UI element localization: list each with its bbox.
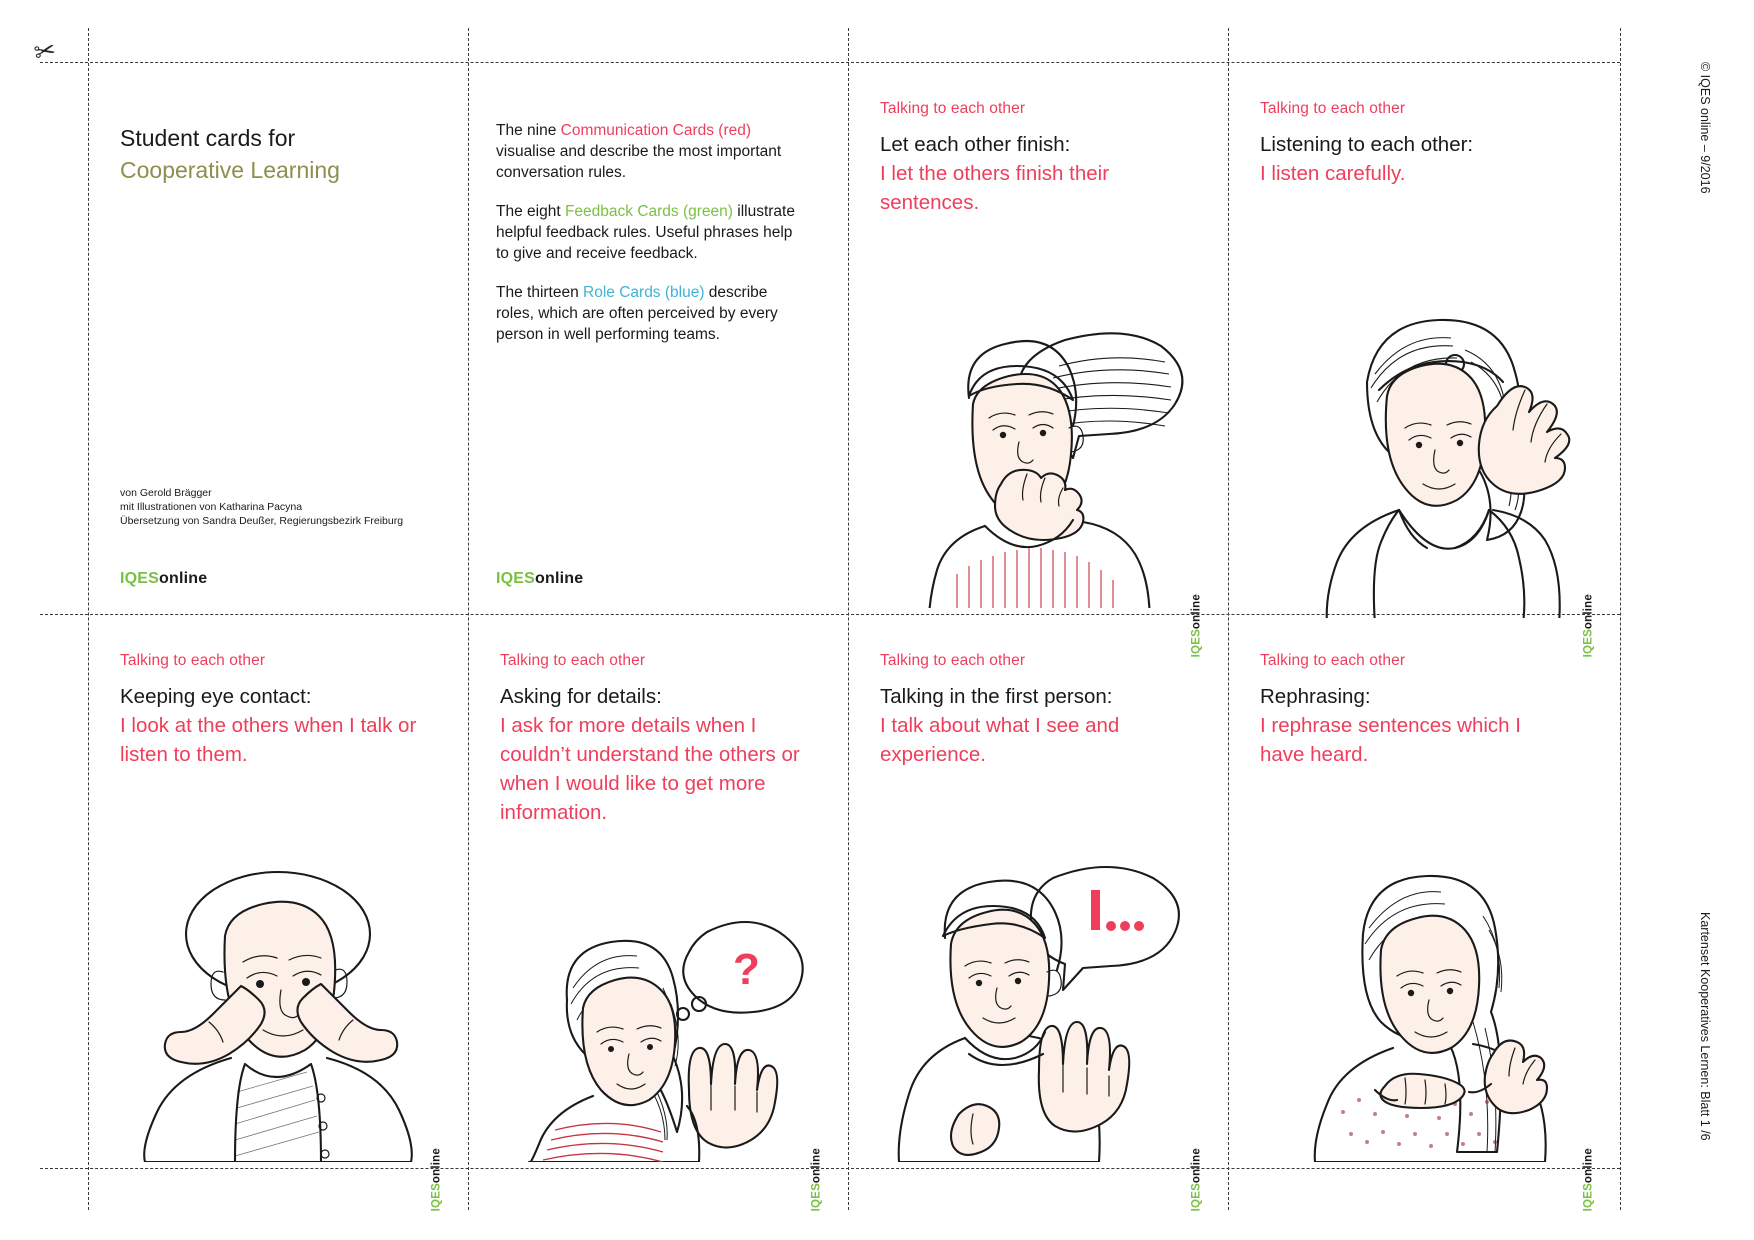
card-let-each-other-finish	[848, 62, 1228, 658]
desc-2-pre: The thirteen	[496, 284, 584, 301]
iqes-online-logo	[1190, 1148, 1202, 1211]
desc-0-highlight: Communication Cards (red)	[560, 122, 752, 139]
cut-line-vertical-5	[1620, 28, 1621, 1210]
iqes-online-logo	[810, 1148, 822, 1211]
logo-online-text: online	[159, 570, 208, 587]
card-title	[880, 130, 1180, 217]
card-talking-in-the-first-person	[848, 614, 1228, 1212]
iqes-online-logo	[120, 570, 207, 588]
logo-iqes-text: IQES	[810, 1183, 822, 1212]
illustration-boy-speech-bubble-i	[848, 832, 1228, 1162]
logo-online-text: online	[1582, 594, 1594, 630]
iqes-online-logo	[430, 1148, 442, 1211]
card-category-label: Talking to each other	[120, 652, 266, 669]
logo-iqes-text: IQES	[496, 570, 536, 587]
card-listening-to-each-other	[1228, 62, 1620, 658]
logo-iqes-text: IQES	[1190, 629, 1202, 658]
card-category-label: Talking to each other	[1260, 652, 1406, 669]
card-title-heading: Rephrasing:	[1260, 685, 1371, 708]
card-body-text: I ask for more details when I couldn’t understand the others or when I would like to get more information.	[500, 714, 800, 824]
cut-line-horizontal-bottom	[40, 1168, 1620, 1169]
credit-author: von Gerold Brägger	[120, 487, 212, 499]
card-description	[468, 62, 848, 614]
logo-online-text: online	[1582, 1148, 1594, 1184]
desc-2-post: describe roles, which are often perceived by every person in well performing teams.	[496, 284, 778, 343]
desc-0-pre: The nine	[496, 122, 561, 139]
logo-iqes-text: IQES	[1582, 629, 1594, 658]
description-paragraph-communication	[496, 120, 796, 183]
description-paragraph-roles	[496, 282, 796, 345]
card-category-label: Talking to each other	[500, 652, 646, 669]
scissors-icon: ✂	[31, 34, 59, 68]
card-title	[500, 682, 810, 827]
illustration-girl-question-thought-bubble	[468, 892, 848, 1162]
logo-online-text: online	[535, 570, 584, 587]
cover-title-line1: Student cards for	[120, 125, 296, 151]
illustration-girl-hand-at-ear	[1228, 278, 1620, 608]
credit-illustrator: mit Illustrationen von Katharina Pacyna	[120, 501, 303, 513]
card-body-text: I listen carefully.	[1260, 162, 1406, 185]
iqes-online-logo	[496, 570, 583, 588]
sheet-footer-text: Kartenset Kooperatives Lernen: Blatt 1 /6	[1698, 912, 1712, 1141]
card-body-text: I look at the others when I talk or listen to them.	[120, 714, 417, 766]
logo-iqes-text: IQES	[430, 1183, 442, 1212]
desc-0-post: visualise and describe the most important conversation rules.	[496, 143, 782, 181]
card-title-heading: Talking in the first person:	[880, 685, 1113, 708]
description-paragraph-feedback	[496, 201, 796, 264]
logo-online-text: online	[1190, 594, 1202, 630]
card-title-heading: Keeping eye contact:	[120, 685, 312, 708]
card-title	[880, 682, 1180, 769]
card-title	[1260, 130, 1560, 188]
illustration-boy-hand-at-mouth	[848, 278, 1228, 608]
card-category-label: Talking to each other	[880, 100, 1026, 117]
card-title	[1260, 682, 1560, 769]
svg-text:?: ?	[733, 945, 760, 994]
description-text	[496, 120, 796, 363]
card-keeping-eye-contact	[88, 614, 468, 1212]
card-body-text: I talk about what I see and experience.	[880, 714, 1120, 766]
card-title-heading: Listening to each other:	[1260, 133, 1474, 156]
logo-online-text: online	[810, 1148, 822, 1184]
logo-iqes-text: IQES	[1582, 1183, 1594, 1212]
credit-translator: Übersetzung von Sandra Deußer, Regierungsbezirk Freiburg	[120, 515, 404, 527]
card-title	[120, 682, 420, 769]
card-body-text: I rephrase sentences which I have heard.	[1260, 714, 1521, 766]
card-title-heading: Asking for details:	[500, 685, 662, 708]
copyright-text: © IQES online – 9/2016	[1698, 62, 1712, 194]
card-body-text: I let the others finish their sentences.	[880, 162, 1110, 214]
illustration-girl-hand-on-chest	[1228, 842, 1620, 1162]
card-asking-for-details	[468, 614, 848, 1212]
logo-iqes-text: IQES	[120, 570, 160, 587]
card-rephrasing	[1228, 614, 1620, 1212]
desc-2-highlight: Role Cards (blue)	[583, 284, 705, 301]
desc-1-pre: The eight	[496, 203, 565, 220]
cover-title-line2: Cooperative Learning	[120, 157, 340, 183]
illustration-boy-pointing-at-eyes	[88, 862, 468, 1162]
card-category-label: Talking to each other	[1260, 100, 1406, 117]
desc-1-post: illustrate helpful feedback rules. Useful phrases help to give and receive feedback.	[496, 203, 795, 262]
card-category-label: Talking to each other	[880, 652, 1026, 669]
desc-1-highlight: Feedback Cards (green)	[564, 203, 733, 220]
cover-credits	[120, 486, 403, 528]
cover-title	[120, 122, 340, 186]
card-title-heading: Let each other finish:	[880, 133, 1071, 156]
logo-online-text: online	[430, 1148, 442, 1184]
iqes-online-logo	[1582, 1148, 1594, 1211]
card-cover	[88, 62, 468, 614]
logo-iqes-text: IQES	[1190, 1183, 1202, 1212]
logo-online-text: online	[1190, 1148, 1202, 1184]
